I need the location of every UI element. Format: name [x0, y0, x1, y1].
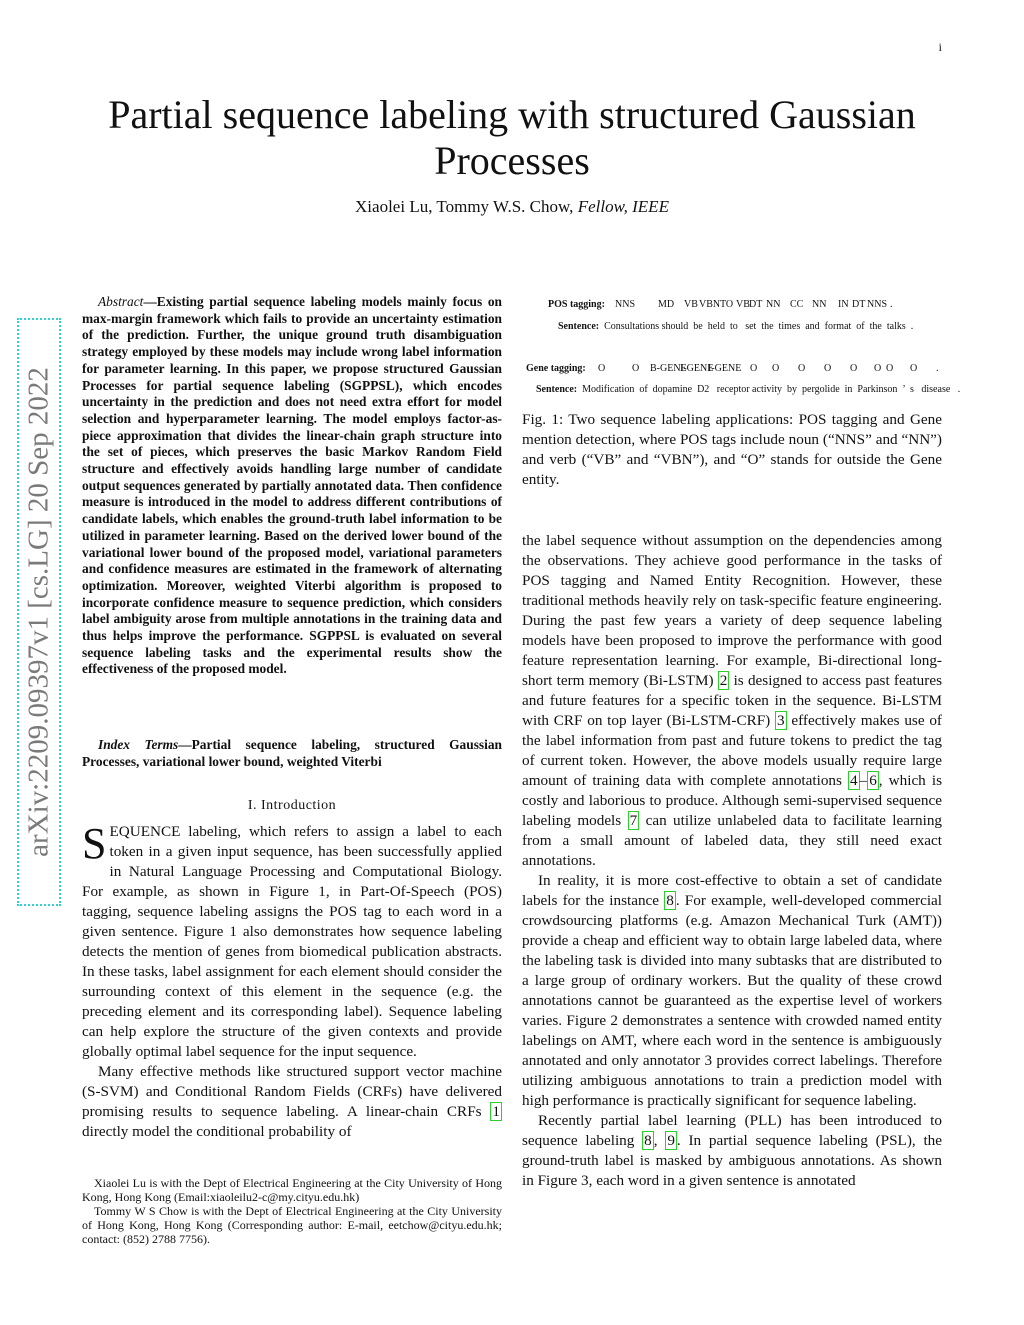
arxiv-stamp[interactable]	[17, 318, 61, 906]
tag-label: CC	[790, 299, 804, 310]
citation-link[interactable]: 1	[492, 1103, 500, 1120]
tag-label: NNS	[867, 299, 888, 310]
tag-label: DT	[852, 299, 866, 310]
footnotes	[82, 1176, 502, 1246]
text-run: directly model the conditional probability of	[82, 1123, 352, 1140]
tag-label: VBN	[699, 299, 721, 310]
tag-label: DT	[749, 299, 763, 310]
text-run: In reality, it is more cost-effective to obtain a set of candidate labels for the instance	[522, 872, 942, 909]
tag-label: O	[910, 363, 918, 374]
paper-title: Partial sequence labeling with structured Gaussian Processes	[108, 92, 916, 183]
text-run: ,	[653, 1132, 666, 1149]
tag-label: O	[798, 363, 806, 374]
tag-label: O	[772, 363, 780, 374]
citation-link[interactable]: 8	[666, 892, 674, 909]
text-run: effectively makes use of the label information from past and future tokens to predict the tag of current token. However, the above models usually require large amount of training data with complete annotations	[522, 712, 942, 789]
drop-cap: S	[82, 819, 107, 868]
index-terms-label: Index Terms	[98, 737, 179, 752]
pos-sentence: Sentence: Consultations should be held to set the times and format of the talks .	[558, 321, 914, 332]
arxiv-stamp-text: arXiv:2209.09397v1 [cs.LG] 20 Sep 2022	[22, 367, 55, 857]
tag-label: O	[850, 363, 858, 374]
abstract-text: —Existing partial sequence labeling models mainly focus on max-margin framework which fails to provide an uncertainty estimation of the prediction. Further, the unique ground truth disambiguation strategy employed by these models may include wrong label information for parameter learning. In this paper, we propose structured Gaussian Processes for partial sequence labeling (SGPPSL), which encodes uncertainty in the prediction and does not need extra effort for model selection and hyperparameter learning. The model employs factor-as-piece approximation that divides the linear-chain graph structure into the set of pieces, which preserves the basic Markov Random Field structure and effectively avoids handling large number of candidate output sequences generated by partially annotated data. Then confidence measure is introduced in the model to address different contributions of candidate labels, which enables the ground-truth label information to be utilized in parameter learning. Based on the derived lower bound of the variational lower bound of the proposed model, variational parameters and confidence measures are estimated in the framework of alternating optimization. Moreover, weighted Viterbi algorithm is proposed to incorporate confidence measure to sequence prediction, which considers label ambiguity arose from multiple annotations in the training data and thus helps improve the performance. SGPPSL is evaluated on several sequence labeling tasks and the experimental results show the effectiveness of the proposed model.	[82, 294, 502, 677]
tag-label: I-GENE	[680, 363, 714, 374]
paragraph	[82, 819, 502, 1062]
index-terms	[82, 737, 502, 770]
tag-label: B-GENE	[650, 363, 687, 374]
text-run: can utilize unlabeled data to facilitate learning from a small amount of labeled data, they still need exact annotations.	[522, 812, 943, 869]
tag-label: NN	[812, 299, 827, 310]
left-column-body	[82, 819, 502, 1142]
text-run: is designed to access past features and future features for a specific token in the sequence. Bi-LSTM with CRF on top layer (Bi-LSTM-CRF)	[522, 672, 942, 729]
text-run: . In partial sequence labeling (PSL), the ground-truth label is masked by ambiguous annotations. As shown in Figure 3, each word in a given sentence is annotated	[522, 1132, 943, 1189]
tag-label: TO	[720, 299, 734, 310]
figure-caption: Fig. 1: Two sequence labeling applications: POS tagging and Gene mention detection, where POS tags include noun (“NNS” and “NN”) and verb (“VB” and “VBN”), and “O” stands for outside the Gene entity.	[522, 411, 942, 488]
footnote: Tommy W S Chow is with the Dept of Electrical Engineering at the City University of Hong Kong, Hong Kong (Corresponding author: E-mail, eetchow@cityu.edu.hk; contact: (852) 2788 7756).	[82, 1204, 502, 1246]
paragraph	[522, 1111, 942, 1191]
paragraph	[522, 871, 942, 1111]
tag-label: O	[598, 363, 606, 374]
tag-label: O	[750, 363, 758, 374]
right-column-body	[522, 531, 942, 1191]
text-run: –	[859, 772, 868, 789]
tag-label: MD	[658, 299, 675, 310]
text-run: EQUENCE labeling, which refers to assign a label to each token in a given input sequence, has been successfully applied in Natural Language Processing and Computational Biology. For example, as shown in Figure 1, in Part-Of-Speech (POS) tagging, sequence labeling assigns the POS tag to each word in a given sentence. Figure 1 also demonstrates how sequence labeling detects the mention of genes from biomedical publication abstracts. In these tasks, label assignment for each element should consider the surrounding context of this element in the sequence (e.g. the preceding element and its corresponding label). Sequence labeling can help explore the structure of the given contexts and provide globally optimal label sequence for the input sequence.	[82, 823, 502, 1060]
citation-link[interactable]: 8	[644, 1132, 652, 1149]
page-number: i	[938, 40, 942, 54]
figure-1	[522, 295, 961, 400]
tag-label: VB	[736, 299, 750, 310]
footnote: Xiaolei Lu is with the Dept of Electrical Engineering at the City University of Hong Kong, Hong Kong (Email:xiaoleilu2-c@my.cityu.edu.hk)	[82, 1176, 502, 1204]
citation-link[interactable]: 3	[777, 712, 785, 729]
tag-label: .	[890, 299, 893, 310]
abstract	[82, 294, 502, 678]
tag-label: O	[632, 363, 640, 374]
text-run: , which is costly and laborious to produce. Although semi-supervised sequence labeling models	[522, 772, 942, 829]
text-run: Recently partial label learning (PLL) has been introduced to sequence labeling	[522, 1112, 942, 1149]
text-run: the label sequence without assumption on the dependencies among the observations. They achieve good performance in the tasks of POS tagging and Named Entity Recognition. However, these traditional methods heavily rely on task-specific feature engineering. During the past few years a variety of deep sequence labeling models have been proposed to improve the performance with good feature representation learning. For example, Bi-directional long-short term memory (Bi-LSTM)	[522, 532, 942, 689]
author-names: Xiaolei Lu, Tommy W.S. Chow,	[355, 197, 574, 216]
citation-link[interactable]: 2	[719, 672, 728, 689]
tag-label: O	[824, 363, 832, 374]
paragraph	[82, 1062, 502, 1142]
text-run: . For example, well-developed commercial crowdsourcing platforms (e.g. Amazon Mechanical Turk (AMT)) provide a cheap and efficient way to obtain large labeled data, where the labeling task is divided into many subtasks that are distributed to a large group of ordinary workers. But the quality of these crowd annotations cannot be guaranteed as the expertise level of workers varies. Figure 2 demonstrates a sentence with crowded named entity labelings on AMT, where each word in the sentence is ambiguously annotated and only annotator 3 provides correct labelings. Therefore utilizing ambiguous annotations to train a prediction model with high performance is practically significant for sequence labeling.	[522, 892, 943, 1109]
gene-sentence: Sentence: Modification of dopamine D2 receptor activity by pergolide in Parkinson ’ s disease .	[536, 384, 961, 395]
section-heading: I. Introduction	[247, 798, 337, 813]
tag-label: VB	[684, 299, 698, 310]
index-terms-text: —Partial sequence labeling, structured Gaussian Processes, variational lower bound, weighted Viterbi	[82, 737, 502, 769]
tag-label: IN	[838, 299, 849, 310]
tag-label: NNS	[615, 299, 636, 310]
author-suffix: Fellow, IEEE	[577, 197, 669, 216]
citation-link[interactable]: 4	[850, 772, 858, 789]
abstract-label: Abstract	[98, 294, 144, 309]
paragraph	[522, 531, 942, 871]
tag-label: .	[936, 363, 939, 374]
tag-label: O	[886, 363, 894, 374]
tag-label: O	[874, 363, 882, 374]
text-run: Many effective methods like structured support vector machine (S-SVM) and Conditional Random Fields (CRFs) have delivered promising results to sequence labeling. A linear-chain CRFs	[82, 1063, 502, 1120]
citation-link[interactable]: 6	[869, 772, 877, 789]
authors	[60, 197, 964, 217]
tag-label: I-GENE	[708, 363, 742, 374]
citation-link[interactable]: 9	[667, 1132, 675, 1149]
citation-link[interactable]: 7	[629, 812, 638, 829]
tag-label: NN	[766, 299, 781, 310]
gene-label: Gene tagging:	[526, 363, 586, 374]
pos-label: POS tagging:	[548, 299, 605, 310]
